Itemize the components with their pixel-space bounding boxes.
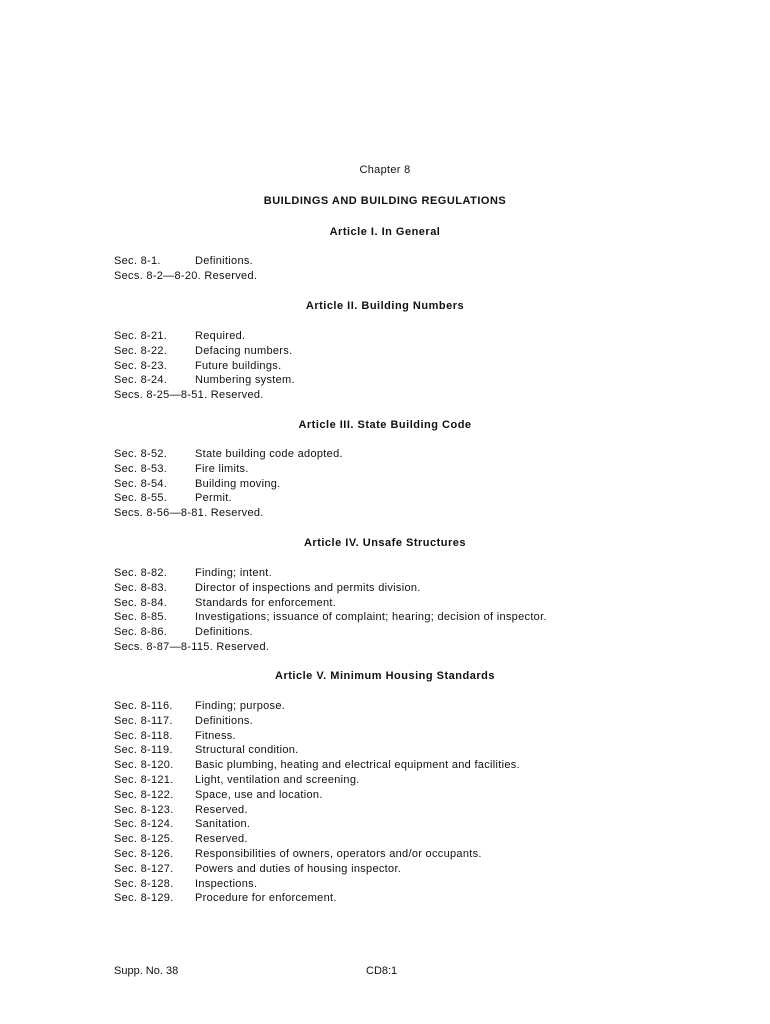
section-description: Procedure for enforcement.	[195, 892, 337, 905]
section-entry	[114, 344, 295, 359]
section-description: Definitions.	[195, 626, 254, 639]
reserved-range: Secs. 8-56—8-81. Reserved.	[114, 507, 264, 520]
section-description: Reserved.	[195, 803, 248, 816]
section-entry	[114, 729, 520, 744]
section-entry	[114, 758, 520, 773]
section-description: Finding; purpose.	[195, 700, 286, 712]
section-description: Finding; intent.	[195, 567, 272, 579]
section-description: Definitions.	[195, 714, 254, 727]
section-entry	[114, 832, 520, 847]
section-number: Sec. 8-129.	[114, 892, 174, 905]
section-entry	[114, 699, 520, 714]
section-number: Sec. 8-121.	[114, 773, 174, 786]
section-entry	[114, 581, 547, 596]
section-entry	[114, 891, 520, 906]
section-description: Investigations; issuance of complaint; hearing; decision of inspector.	[195, 611, 547, 624]
section-description: Inspections.	[195, 877, 258, 890]
section-description: Numbering system.	[195, 374, 295, 387]
section-number: Sec. 8-125.	[114, 833, 174, 846]
chapter-label: Chapter 8	[359, 164, 411, 176]
supplement-number: Supp. No. 38	[114, 965, 179, 977]
section-entry	[114, 877, 520, 892]
section-number: Sec. 8-83.	[114, 581, 168, 594]
section-number: Sec. 8-22.	[114, 344, 168, 357]
section-description: Definitions.	[195, 255, 254, 267]
section-description: Fire limits.	[195, 462, 249, 475]
article-4-section-list	[114, 566, 547, 655]
section-number: Sec. 8-53.	[114, 462, 168, 475]
section-number: Sec. 8-86.	[114, 626, 168, 639]
section-description: Light, ventilation and screening.	[195, 773, 360, 786]
article-3-section-list	[114, 447, 343, 521]
section-number: Sec. 8-54.	[114, 477, 168, 490]
section-entry	[114, 254, 257, 269]
section-entry	[114, 817, 520, 832]
section-description: Required.	[195, 330, 246, 342]
section-entry	[114, 610, 547, 625]
section-number: Sec. 8-126.	[114, 847, 174, 860]
section-number: Sec. 8-119.	[114, 744, 173, 757]
section-description: Building moving.	[195, 477, 281, 490]
section-description: Reserved.	[195, 833, 248, 846]
article-2-section-list	[114, 329, 295, 403]
reserved-range: Secs. 8-87—8-115. Reserved.	[114, 640, 270, 653]
section-entry	[114, 566, 547, 581]
section-number: Sec. 8-24.	[114, 374, 168, 387]
section-number: Sec. 8-52.	[114, 448, 168, 460]
section-description: Future buildings.	[195, 359, 282, 372]
section-description: Basic plumbing, heating and electrical equipment and facilities.	[195, 759, 520, 772]
page-number: CD8:1	[366, 965, 398, 977]
section-number: Sec. 8-21.	[114, 330, 168, 342]
section-number: Sec. 8-120.	[114, 759, 174, 772]
section-number: Sec. 8-123.	[114, 803, 174, 816]
section-number: Sec. 8-82.	[114, 567, 168, 579]
section-entry	[114, 329, 295, 344]
section-entry	[114, 462, 343, 477]
section-number: Sec. 8-127.	[114, 862, 174, 875]
section-description: Permit.	[195, 492, 232, 505]
section-number: Sec. 8-55.	[114, 492, 168, 505]
section-description: Structural condition.	[195, 744, 299, 757]
section-number: Sec. 8-1.	[114, 255, 161, 267]
section-entry	[114, 788, 520, 803]
article-1-section-list	[114, 254, 257, 284]
article-3-title: Article III. State Building Code	[298, 419, 472, 431]
section-entry	[114, 847, 520, 862]
section-description: Responsibilities of owners, operators and/or occupants.	[195, 847, 482, 860]
section-description: Space, use and location.	[195, 788, 323, 801]
section-entry	[114, 773, 520, 788]
section-entry	[114, 862, 520, 877]
article-5-title: Article V. Minimum Housing Standards	[275, 670, 495, 682]
section-description: Defacing numbers.	[195, 344, 293, 357]
reserved-range: Secs. 8-2—8-20. Reserved.	[114, 269, 258, 282]
section-entry	[114, 373, 295, 388]
section-entry	[114, 491, 343, 506]
chapter-title: BUILDINGS AND BUILDING REGULATIONS	[263, 195, 507, 207]
section-description: Standards for enforcement.	[195, 596, 337, 609]
section-entry	[114, 803, 520, 818]
article-5-section-list	[114, 699, 520, 906]
section-number: Sec. 8-23.	[114, 359, 168, 372]
section-description: Sanitation.	[195, 818, 251, 831]
section-number: Sec. 8-118.	[114, 729, 173, 742]
section-description: Fitness.	[195, 729, 236, 742]
article-2-title: Article II. Building Numbers	[305, 300, 465, 312]
section-entry	[114, 447, 343, 462]
section-number: Sec. 8-116.	[114, 700, 173, 712]
article-1-title: Article I. In General	[329, 226, 441, 238]
section-number: Sec. 8-117.	[114, 714, 173, 727]
section-description: Director of inspections and permits division.	[195, 581, 421, 594]
section-number: Sec. 8-122.	[114, 788, 174, 801]
reserved-range: Secs. 8-25—8-51. Reserved.	[114, 389, 264, 402]
section-entry	[114, 714, 520, 729]
section-entry	[114, 359, 295, 374]
section-number: Sec. 8-128.	[114, 877, 174, 890]
section-entry	[114, 477, 343, 492]
section-number: Sec. 8-85.	[114, 611, 168, 624]
section-number: Sec. 8-124.	[114, 818, 174, 831]
section-entry	[114, 743, 520, 758]
section-number: Sec. 8-84.	[114, 596, 168, 609]
section-entry	[114, 596, 547, 611]
section-description: Powers and duties of housing inspector.	[195, 862, 402, 875]
section-description: State building code adopted.	[195, 448, 343, 460]
article-4-title: Article IV. Unsafe Structures	[303, 537, 467, 549]
section-entry	[114, 625, 547, 640]
